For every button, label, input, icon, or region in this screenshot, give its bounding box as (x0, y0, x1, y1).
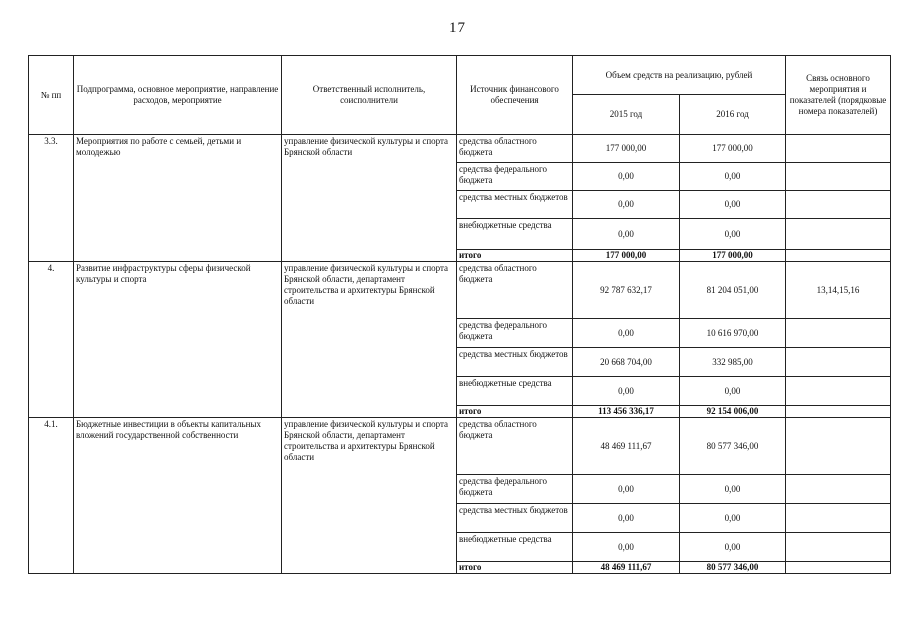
link-cell (786, 406, 891, 418)
group-4-1 (29, 418, 891, 574)
value-2016: 0,00 (680, 377, 786, 406)
source-cell: средства областного бюджета (457, 418, 573, 475)
value-2015: 177 000,00 (573, 135, 680, 163)
header-link: Связь основного мероприятия и показателей (порядковые номера показателей) (786, 56, 891, 135)
link-cell (786, 135, 891, 163)
value-2015: 0,00 (573, 377, 680, 406)
source-cell: средства местных бюджетов (457, 504, 573, 533)
total-2016: 92 154 006,00 (680, 406, 786, 418)
executor: управление физической культуры и спорта Брянской области (282, 135, 457, 262)
source-cell: внебюджетные средства (457, 533, 573, 562)
value-2016: 0,00 (680, 533, 786, 562)
group-3-3 (29, 135, 891, 262)
total-2015: 177 000,00 (573, 250, 680, 262)
link-cell: 13,14,15,16 (786, 262, 891, 319)
program-name: Бюджетные инвестиции в объекты капитальных вложений государственной собственности (74, 418, 282, 574)
source-cell: итого (457, 406, 573, 418)
value-2016: 0,00 (680, 191, 786, 219)
value-2015: 0,00 (573, 191, 680, 219)
page-number: 17 (449, 20, 466, 36)
value-2015: 92 787 632,17 (573, 262, 680, 319)
row-number: 3.3. (29, 135, 74, 262)
value-2016: 0,00 (680, 504, 786, 533)
header-no: № пп (29, 56, 74, 135)
total-2015: 113 456 336,17 (573, 406, 680, 418)
total-2016: 80 577 346,00 (680, 562, 786, 574)
source-cell: средства федерального бюджета (457, 163, 573, 191)
link-cell (786, 191, 891, 219)
link-cell (786, 163, 891, 191)
source-cell: итого (457, 250, 573, 262)
executor: управление физической культуры и спорта Брянской области, департамент строительства и архитектуры Брянской области (282, 262, 457, 418)
value-2016: 332 985,00 (680, 348, 786, 377)
group-4 (29, 262, 891, 418)
header-year-2016: 2016 год (680, 95, 786, 135)
source-cell: итого (457, 562, 573, 574)
value-2015: 0,00 (573, 319, 680, 348)
table-row (29, 418, 891, 475)
value-2015: 0,00 (573, 533, 680, 562)
value-2015: 20 668 704,00 (573, 348, 680, 377)
executor: управление физической культуры и спорта Брянской области, департамент строительства и архитектуры Брянской области (282, 418, 457, 574)
header-volume: Объем средств на реализацию, рублей (573, 56, 786, 95)
value-2016: 0,00 (680, 163, 786, 191)
program-name: Мероприятия по работе с семьей, детьми и молодежью (74, 135, 282, 262)
value-2015: 0,00 (573, 475, 680, 504)
program-name: Развитие инфраструктуры сферы физической культуры и спорта (74, 262, 282, 418)
value-2015: 0,00 (573, 504, 680, 533)
value-2016: 0,00 (680, 475, 786, 504)
value-2016: 80 577 346,00 (680, 418, 786, 475)
source-cell: средства областного бюджета (457, 135, 573, 163)
link-cell (786, 475, 891, 504)
link-cell (786, 348, 891, 377)
row-number: 4.1. (29, 418, 74, 574)
value-2016: 81 204 051,00 (680, 262, 786, 319)
header-source: Источник финансового обеспечения (457, 56, 573, 135)
source-cell: средства местных бюджетов (457, 348, 573, 377)
header-executor: Ответственный исполнитель, соисполнители (282, 56, 457, 135)
link-cell (786, 219, 891, 250)
link-cell (786, 319, 891, 348)
source-cell: внебюджетные средства (457, 377, 573, 406)
value-2016: 177 000,00 (680, 135, 786, 163)
table-row (29, 135, 891, 163)
header-program: Подпрограмма, основное мероприятие, направление расходов, мероприятие (74, 56, 282, 135)
budget-table (28, 55, 891, 574)
source-cell: средства федерального бюджета (457, 319, 573, 348)
source-cell: средства федерального бюджета (457, 475, 573, 504)
value-2015: 48 469 111,67 (573, 418, 680, 475)
source-cell: внебюджетные средства (457, 219, 573, 250)
row-number: 4. (29, 262, 74, 418)
source-cell: средства областного бюджета (457, 262, 573, 319)
table-row (29, 262, 891, 319)
link-cell (786, 533, 891, 562)
link-cell (786, 418, 891, 475)
value-2016: 10 616 970,00 (680, 319, 786, 348)
link-cell (786, 250, 891, 262)
value-2015: 0,00 (573, 219, 680, 250)
value-2015: 0,00 (573, 163, 680, 191)
total-2015: 48 469 111,67 (573, 562, 680, 574)
link-cell (786, 504, 891, 533)
total-2016: 177 000,00 (680, 250, 786, 262)
value-2016: 0,00 (680, 219, 786, 250)
header-year-2015: 2015 год (573, 95, 680, 135)
link-cell (786, 377, 891, 406)
source-cell: средства местных бюджетов (457, 191, 573, 219)
link-cell (786, 562, 891, 574)
